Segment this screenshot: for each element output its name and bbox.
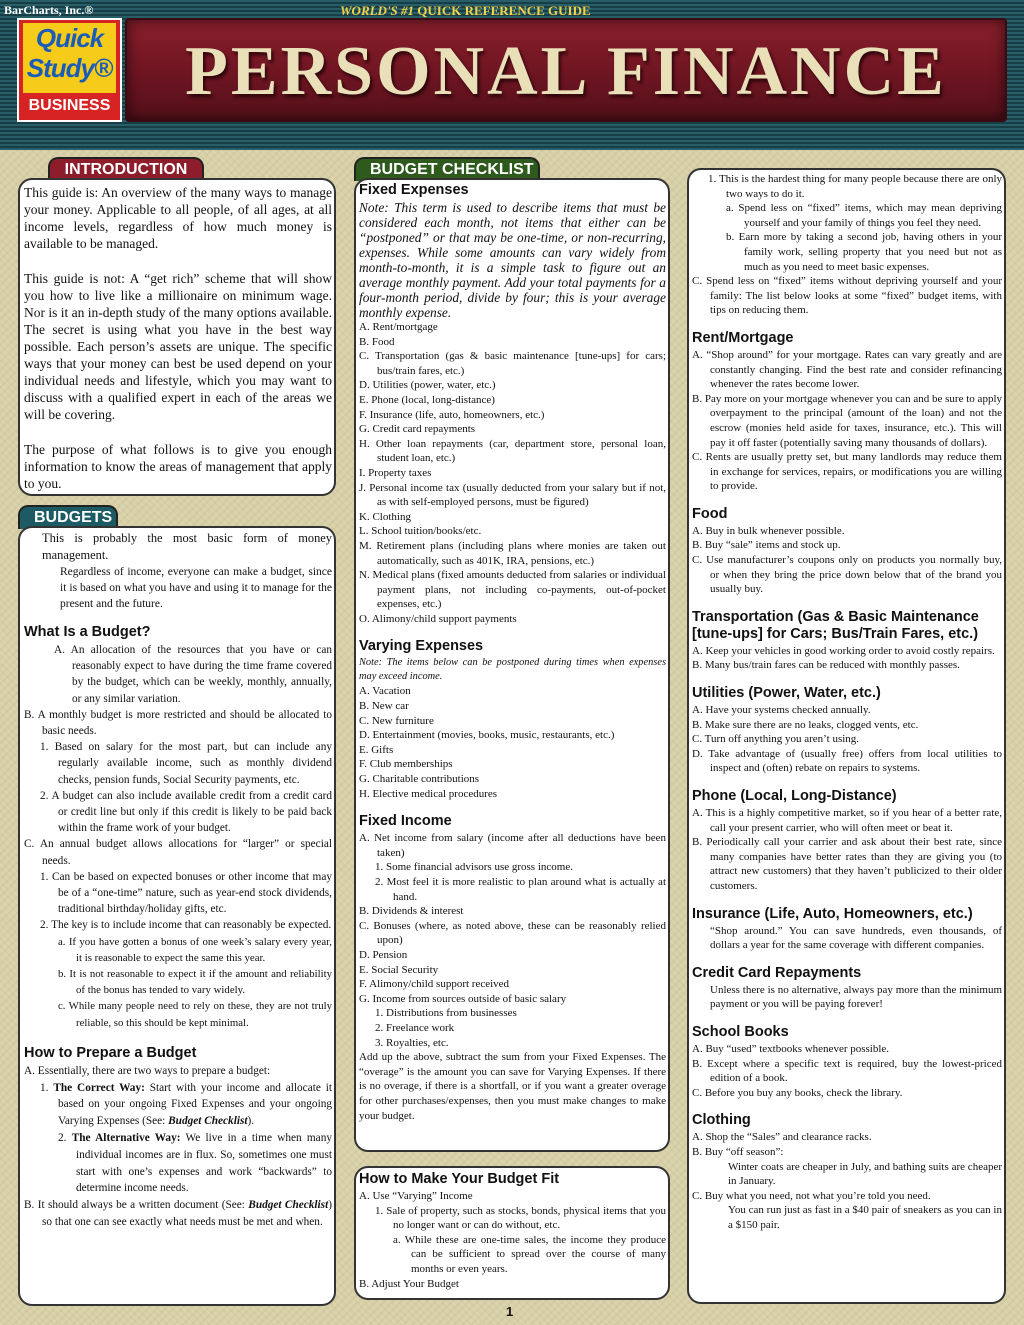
list-item: C. An annual budget allows allocations for “larger” or special needs. [24, 838, 332, 867]
list-item: E. Social Security [359, 963, 439, 976]
list-item [24, 1197, 332, 1231]
list-item: A. Net income from salary (income after all deductions have been taken) [359, 832, 666, 859]
list-item: a. While these are one-time sales, the income they produce can be sufficient to spread over the course of many months or even years. [393, 1233, 666, 1275]
tab-introduction: INTRODUCTION [48, 157, 204, 181]
budget-fit-heading: How to Make Your Budget Fit [359, 1171, 560, 1187]
list-item: D. Take advantage of (usually free) offers from local utilities to inspect and (often) rebate on repairs to systems. [692, 747, 1002, 775]
item-end: ). [247, 1115, 255, 1128]
list-item: Winter coats are cheaper in July, and bathing suits are cheaper in January. [728, 1160, 1002, 1188]
list-item: B. Adjust Your Budget [359, 1277, 459, 1290]
list-item: E. Phone (local, long-distance) [359, 393, 495, 406]
list-item: L. School tuition/books/etc. [359, 525, 482, 538]
how-to-prepare-heading: How to Prepare a Budget [24, 1044, 197, 1061]
fixed-expenses-note: Note: This term is used to describe items that must be considered each month, not items that either can be “postponed” or that may be one-time, or non-recurring, expenses. While some amounts can vary widely from month-to-month, it is a simple task to figure out an average monthly payment. Add your total payments for a four-month period, divide by four; this is your average monthly expense. [359, 200, 666, 320]
credit-card-heading: Credit Card Repayments [692, 964, 862, 981]
list-item: 1. Sale of property, such as stocks, bonds, physical items that you no longer want or can do without, etc. [375, 1204, 666, 1232]
list-item: You can run just as fast in a $40 pair of sneakers as you can in a $150 pair. [728, 1204, 1002, 1231]
title-banner [125, 18, 1007, 122]
list-item: H. Elective medical procedures [359, 787, 498, 800]
list-item: B. Buy “off season”: [692, 1145, 784, 1158]
what-is-a-budget-heading: What Is a Budget? [24, 624, 151, 640]
publisher-name: BarCharts, Inc.® [4, 3, 94, 17]
page-title: PERSONAL FINANCE [185, 33, 947, 110]
item-text: Start with your income and allocate it based on your ongoing Fixed Expenses and your ongoing Varying Expenses (See: [58, 1081, 333, 1128]
list-item: C. Spend less on “fixed” items without depriving yourself and your family: The list below looks at some “fixed” budget items, with tips on reducing them. [692, 275, 1002, 317]
list-item: 2. Freelance work [375, 1021, 455, 1034]
logo-line-2: Study® [26, 53, 113, 83]
list-item: F. Club memberships [359, 758, 453, 771]
list-item [24, 1080, 332, 1130]
utilities-heading: Utilities (Power, Water, etc.) [692, 685, 881, 702]
list-item: A. Use “Varying” Income [359, 1190, 473, 1202]
list-item: D. Pension [359, 948, 408, 961]
list-item: C. Transportation (gas & basic maintenance [tune-ups] for cars; bus/train fares, etc.) [359, 350, 666, 377]
item-ref: Budget Checklist [248, 1199, 329, 1212]
item-ref: Budget Checklist [168, 1115, 248, 1128]
intro-paragraph-3: The purpose of what follows is to give you enough information to know the areas of management that apply to you. [24, 442, 332, 491]
tab-budgets: BUDGETS [18, 505, 118, 529]
list-item: F. Alimony/child support received [359, 978, 510, 991]
budgets-lead-2: Regardless of income, everyone can make a budget, since it is based on what you have and using it to manage for the present and the future. [60, 566, 332, 610]
list-item [24, 1130, 332, 1197]
insurance-text: “Shop around.” You can save hundreds, even thousands, of dollars a year for the same coverage with different companies. [710, 924, 1002, 952]
header-band [0, 0, 1024, 150]
intro-paragraph-2: This guide is not: A “get rich” scheme that will show you how to live like a millionaire on minimum wage. Nor is it an in-depth study of the many options available. The secret is using what you have in the best way possible. Each person’s assets are unique. The specific ways that your money can best be used depend on your individual needs and lifestyle, which you may want to discuss with a qualified expert in each of the areas we will be covering. [24, 271, 332, 422]
list-item: A. Essentially, there are two ways to prepare a budget: [24, 1064, 271, 1077]
logo-business: BUSINESS [28, 97, 111, 114]
list-item: I. Property taxes [359, 466, 432, 479]
list-item: b. It is not reasonable to expect it if the amount and reliability of the bonus has tended to vary widely. [58, 968, 332, 997]
list-item: B. Many bus/train fares can be reduced with monthly passes. [692, 659, 960, 672]
list-item: 1. This is the hardest thing for many people because there are only two ways to do it. [708, 173, 1002, 200]
list-item: C. Bonuses (where, as noted above, these can be reasonably relied upon) [359, 919, 666, 947]
list-item: K. Clothing [359, 510, 411, 523]
list-item: M. Retirement plans (including plans where monies are taken out automatically, such as 401K, IRA, pensions, etc.) [359, 539, 666, 567]
item-text: We live in a time when many individual incomes are in flux. So, sometimes one must start with one’s expenses and work “backwards” to determine income needs. [76, 1132, 332, 1195]
list-item: 1. Based on salary for the most part, but can include any regularly available income, such as monthly dividend checks, pension funds, Social Security payments, etc. [40, 741, 332, 786]
budget-fit-text [359, 1166, 666, 1291]
list-item: B. Buy “sale” items and stock up. [692, 539, 841, 552]
list-item: a. Spend less on “fixed” items, which may mean depriving yourself and your family of things you feel they need. [726, 202, 1002, 229]
clothing-heading: Clothing [692, 1112, 751, 1129]
list-item: A. Buy “used” textbooks whenever possible. [692, 1042, 890, 1055]
budget-checklist-text [359, 178, 666, 1123]
list-item: 2. The key is to include income that can reasonably be expected. [40, 919, 332, 932]
item-number: 1. [40, 1081, 49, 1094]
list-item: A. Rent/mortgage [359, 321, 438, 333]
item-end: ) so that one can see exactly what needs must be met and when. [42, 1199, 332, 1229]
list-item: 1. Some financial advisors use gross income. [375, 861, 573, 874]
list-item: b. Earn more by taking a second job, having others in your family work, selling property that you need but not as much as you need to meet basic expenses. [726, 231, 1002, 273]
tagline-prefix: WORLD'S #1 [340, 3, 415, 18]
list-item: F. Insurance (life, auto, homeowners, etc.) [359, 408, 545, 421]
list-item: A. An allocation of the resources that you have or can reasonably expect to have during the time frame covered by the budget, which can be weekly, monthly, annually, or any similar variation. [54, 644, 332, 705]
list-item: O. Alimony/child support payments [359, 612, 517, 625]
list-item: E. Gifts [359, 743, 394, 756]
credit-card-text: Unless there is no alternative, always pay more than the minimum payment or you will be paying forever! [710, 983, 1002, 1011]
list-item: B. A monthly budget is more restricted and should be allocated to basic needs. [24, 708, 332, 738]
tagline-rest: QUICK REFERENCE GUIDE [414, 3, 591, 18]
fixed-expenses-heading: Fixed Expenses [359, 182, 469, 198]
list-item: C. Use manufacturer’s coupons only on products you normally buy, or when they bring the price down below that of the brand you usually buy. [692, 554, 1002, 596]
logo-line-1: Quick [35, 23, 104, 53]
quick-study-logo [17, 18, 122, 122]
list-item: J. Personal income tax (usually deducted from your salary but if not, as with self-employed persons, must be figured) [359, 481, 666, 509]
fixed-income-summary: Add up the above, subtract the sum from your Fixed Expenses. The “overage” is the amount you can save for Varying Expenses. If there is no overage, if there is a shortfall, or if you want a greater overage for other purchases/expenses, then you must make changes to make your budget. [359, 1051, 666, 1122]
list-item: N. Medical plans (fixed amounts deducted from salaries or individual payment plans, not including co-payments, out-of-pocket expenses, etc.) [359, 569, 666, 611]
introduction-text [24, 184, 332, 492]
item-number: 2. [58, 1132, 67, 1145]
list-item: A. This is a highly competitive market, so if you hear of a better rate, call your present carrier, who will often meet or beat it. [692, 807, 1002, 834]
list-item: C. Rents are usually pretty set, but many landlords may reduce them in exchange for services, repairs, or modifications you are willing to provide. [692, 451, 1002, 493]
list-item: G. Charitable contributions [359, 773, 480, 786]
varying-expenses-note: Note: The items below can be postponed during times when expenses may exceed income. [359, 657, 666, 683]
budgets-lead-1: This is probably the most basic form of money management. [42, 531, 332, 562]
food-heading: Food [692, 505, 728, 522]
list-item: G. Income from sources outside of basic salary [359, 992, 567, 1005]
list-item: 3. Royalties, etc. [375, 1036, 449, 1049]
tips-text [692, 172, 1002, 1232]
list-item: B. New car [359, 700, 409, 713]
list-item: C. Buy what you need, not what you’re told you need. [692, 1189, 931, 1202]
list-item: B. Pay more on your mortgage whenever you can and be sure to apply overpayment to the principal (amount of the loan) and not the escrow (monies held aside for taxes, insurance, etc.). This will pay it off faster (potentially saving many thousands of dollars). [692, 392, 1002, 449]
list-item: 2. Most feel it is more realistic to plan around what is actually at hand. [375, 876, 666, 903]
fixed-income-heading: Fixed Income [359, 813, 452, 830]
item-bold-term: The Alternative Way: [71, 1132, 181, 1145]
list-item: G. Credit card repayments [359, 423, 476, 436]
list-item: B. Make sure there are no leaks, clogged vents, etc. [692, 718, 919, 731]
insurance-heading: Insurance (Life, Auto, Homeowners, etc.) [692, 905, 973, 922]
tab-budget-checklist: BUDGET CHECKLIST [354, 157, 540, 181]
list-item: C. New furniture [359, 714, 434, 727]
school-books-heading: School Books [692, 1023, 789, 1040]
varying-expenses-heading: Varying Expenses [359, 638, 484, 655]
transportation-heading: Transportation (Gas & Basic Maintenance [tune-ups] for Cars; Bus/Train Fares, etc.) [692, 608, 979, 642]
intro-paragraph-1: This guide is: An overview of the many ways to manage your money. Applicable to all people, of all ages, at all income levels, regardless of how much money is available to be managed. [24, 185, 332, 251]
list-item: 2. A budget can also include available credit from a credit card or credit line but only if this credit is likely to be paid back within the frame work of your budget. [40, 789, 332, 835]
tagline [340, 3, 591, 19]
list-item: B. Periodically call your carrier and ask about their best rate, since many companies have better rates than they are giving you (to attract new customers) that they haven’t publicized to their older customers. [692, 836, 1002, 892]
list-item: B. Except where a specific text is required, buy the lowest-priced edition of a book. [692, 1057, 1002, 1085]
list-item: 1. Can be based on expected bonuses or other income that may be of a “one-time” nature, such as year-end stock dividends, traditional birthday/holiday gifts, etc. [40, 870, 332, 916]
list-item: H. Other loan repayments (car, department store, personal loan, student loan, etc.) [359, 437, 666, 465]
list-item: A. Vacation [359, 685, 411, 698]
list-item: D. Entertainment (movies, books, music, restaurants, etc.) [359, 729, 615, 742]
list-item: A. Buy in bulk whenever possible. [692, 524, 845, 537]
list-item: C. Before you buy any books, check the library. [692, 1086, 903, 1099]
list-item: a. If you have gotten a bonus of one week’s salary every year, it is reasonable to expect the same this year. [58, 935, 332, 964]
list-item: B. Dividends & interest [359, 905, 464, 918]
budgets-text [24, 530, 332, 1231]
list-item: D. Utilities (power, water, etc.) [359, 379, 496, 392]
list-item: C. Turn off anything you aren’t using. [692, 733, 860, 746]
phone-heading: Phone (Local, Long-Distance) [692, 788, 897, 804]
item-bold-term: The Correct Way: [53, 1081, 145, 1094]
list-item: c. While many people need to rely on these, they are not truly reliable, so this should be kept minimal. [58, 1000, 332, 1029]
list-item: 1. Distributions from businesses [375, 1007, 517, 1020]
list-item: B. Food [359, 335, 395, 348]
page-number: 1 [506, 1304, 514, 1319]
logo-quick-study [23, 23, 116, 93]
item-text: B. It should always be a written document (See: [24, 1199, 249, 1212]
list-item: A. “Shop around” for your mortgage. Rates can vary greatly and are constantly changing. Find the best rate and consider refinancing whenever the rates become lower. [692, 348, 1002, 391]
rent-mortgage-heading: Rent/Mortgage [692, 329, 794, 346]
list-item: A. Keep your vehicles in good working order to avoid costly repairs. [692, 644, 995, 657]
list-item: A. Shop the “Sales” and clearance racks. [692, 1131, 872, 1144]
list-item: A. Have your systems checked annually. [692, 704, 871, 717]
